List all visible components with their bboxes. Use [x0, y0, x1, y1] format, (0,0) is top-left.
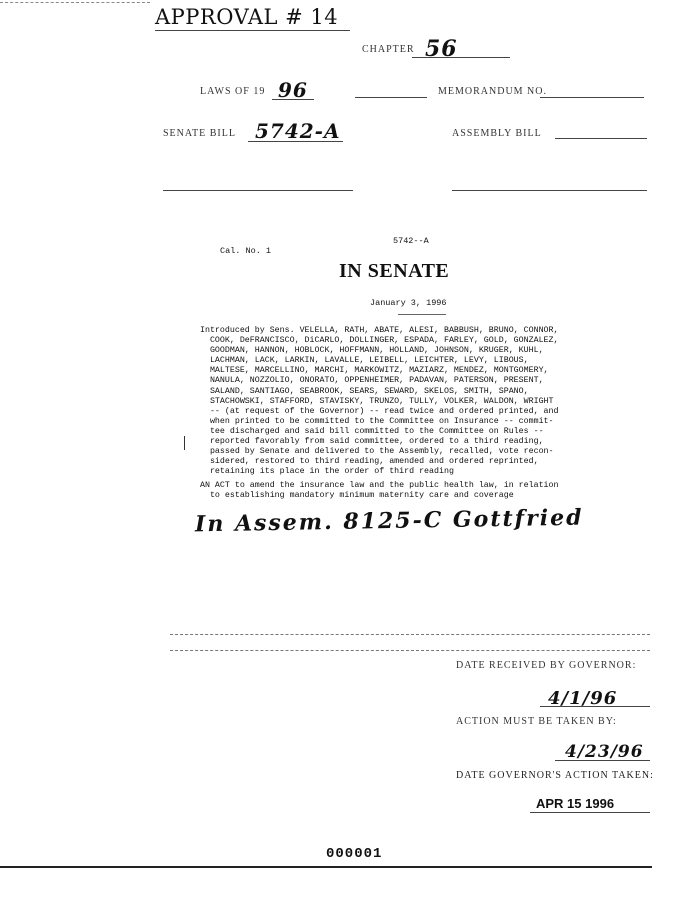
intro-line: SALAND, SANTIAGO, SEABROOK, SEARS, SEWARD, SKELOS, SMITH, SPANO, — [200, 386, 529, 396]
memorandum-label: MEMORANDUM NO. — [438, 86, 548, 97]
calendar-number: Cal. No. 1 — [220, 246, 272, 256]
approval-number: APPROVAL # 14 — [155, 5, 339, 29]
action-must-value: 4/23/96 — [565, 742, 644, 762]
senate-bill-underline — [248, 141, 343, 142]
introduction-block — [200, 326, 558, 477]
top-edge-rule — [0, 2, 150, 3]
intro-line: -- (at request of the Governor) -- read twice and ordered printed, and — [200, 406, 559, 416]
intro-line: sidered, restored to third reading, amended and ordered reprinted, — [200, 457, 539, 467]
act-title-block — [200, 481, 558, 501]
footer-dashed-line — [170, 650, 650, 651]
footer-dashed-line — [170, 634, 650, 635]
date-received-value: 4/1/96 — [548, 688, 618, 709]
blank-line-left — [163, 190, 353, 191]
handwritten-assembly-note: In Assem. 8125-C Gottfried — [194, 504, 584, 538]
intro-line: reported favorably from said committee, ordered to a third reading, — [200, 437, 544, 447]
margin-mark — [184, 436, 185, 450]
laws-label: LAWS OF 19 — [200, 86, 266, 97]
memorandum-underline — [540, 97, 644, 98]
intro-line: NANULA, NOZZOLIO, ONORATO, OPPENHEIMER, PADAVAN, PATERSON, PRESENT, — [200, 376, 544, 386]
intro-line: passed by Senate and delivered to the Assembly, recalled, vote recon- — [200, 447, 554, 457]
assembly-bill-label: ASSEMBLY BILL — [452, 128, 542, 139]
intro-line: Introduced by Sens. VELELLA, RATH, ABATE, ALESI, BABBUSH, BRUNO, CONNOR, — [200, 326, 559, 335]
date-received-label: DATE RECEIVED BY GOVERNOR: — [456, 660, 637, 671]
intro-line: LACHMAN, LACK, LARKIN, LAVALLE, LEIBELL, LEICHTER, LEVY, LIBOUS, — [200, 356, 529, 366]
chapter-label: CHAPTER — [362, 44, 415, 55]
bill-date: January 3, 1996 — [370, 298, 447, 308]
date-received-underline — [540, 706, 650, 707]
action-must-underline — [555, 760, 650, 761]
senate-bill-label: SENATE BILL — [163, 128, 236, 139]
act-line: AN ACT to amend the insurance law and the public health law, in relation — [200, 481, 559, 490]
bottom-rule — [0, 866, 652, 868]
intro-line: tee discharged and said bill committed to the Committee on Rules -- — [200, 426, 544, 436]
intro-line: STACHOWSKI, STAFFORD, STAVISKY, TRUNZO, TULLY, VOLKER, WALDON, WRIGHT — [200, 396, 554, 406]
intro-line: COOK, DeFRANCISCO, DiCARLO, DOLLINGER, ESPADA, FARLEY, GOLD, GONZALEZ, — [200, 336, 559, 346]
action-must-label: ACTION MUST BE TAKEN BY: — [456, 716, 617, 727]
intro-line: when printed to be committed to the Committee on Insurance -- commit- — [200, 416, 554, 426]
page-number: 000001 — [326, 846, 383, 862]
assembly-bill-underline — [555, 138, 647, 139]
senate-bill-value: 5742-A — [255, 119, 341, 143]
blank-line-right — [452, 190, 647, 191]
chapter-underline — [412, 57, 510, 58]
act-line: to establishing mandatory minimum maternity care and coverage — [200, 491, 514, 501]
chamber-heading: IN SENATE — [339, 260, 450, 282]
intro-line: MALTESE, MARCELLINO, MARCHI, MARKOWITZ, MAZIARZ, MENDEZ, MONTGOMERY, — [200, 366, 549, 376]
approval-underline — [155, 30, 350, 31]
date-action-stamp: APR 15 1996 — [536, 796, 615, 811]
date-rule — [398, 314, 446, 315]
chapter-value: 56 — [425, 36, 458, 62]
intro-line: GOODMAN, HANNON, HOBLOCK, HOFFMANN, HOLLAND, JOHNSON, KRUGER, KUHL, — [200, 346, 544, 356]
intro-line: retaining its place in the order of third reading — [200, 467, 454, 477]
date-action-underline — [530, 812, 650, 813]
laws-value: 96 — [278, 78, 308, 102]
laws-trailing-underline — [355, 97, 427, 98]
bill-number: 5742--A — [393, 236, 429, 246]
date-action-label: DATE GOVERNOR'S ACTION TAKEN: — [456, 770, 654, 781]
laws-underline — [272, 99, 314, 100]
